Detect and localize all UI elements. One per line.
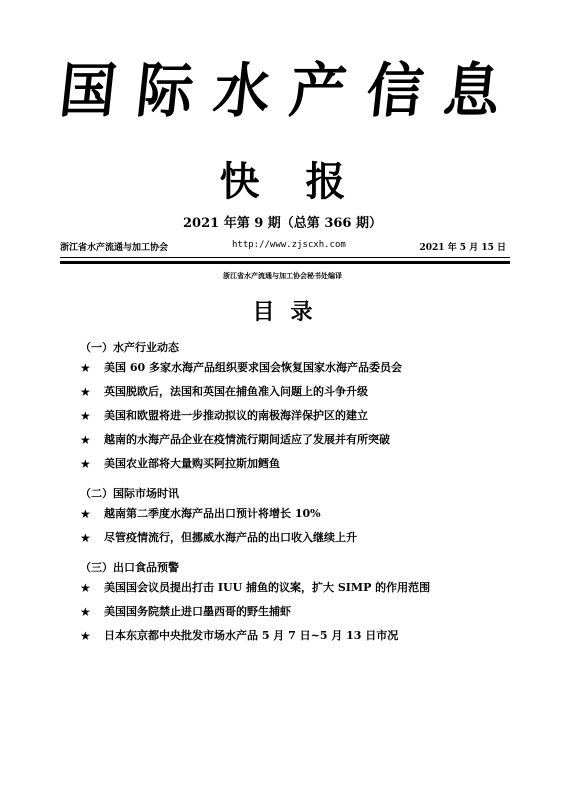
masthead-char: 产 <box>286 56 351 126</box>
toc-title: 目录 <box>252 299 329 325</box>
toc-item <box>80 404 520 428</box>
star-icon: ★ <box>80 409 91 423</box>
toc-item <box>80 452 520 476</box>
toc-item-text: 美国和欧盟将进一步推动拟议的南极海洋保护区的建立 <box>104 409 368 422</box>
star-icon: ★ <box>80 361 91 375</box>
toc-item-text: 美国国务院禁止进口墨西哥的野生捕虾 <box>104 605 291 618</box>
section-spacer <box>80 476 520 486</box>
toc-item <box>80 356 520 380</box>
toc-item <box>80 526 520 550</box>
toc-item-text: 美国 60 多家水海产品组织要求国会恢复国家水海产品委员会 <box>104 361 402 374</box>
divider-thin <box>60 257 510 258</box>
toc-section-heading: （二）国际市场时讯 <box>80 487 179 500</box>
masthead-char: 际 <box>133 56 197 126</box>
divider-thick <box>60 261 510 264</box>
issue-number: 2021 年第 9 期（总第 366 期） <box>183 216 382 231</box>
toc-item-text: 尽管疫情流行，但挪威水海产品的出口收入继续上升 <box>104 531 357 544</box>
toc-item-text: 美国农业部将大量购买阿拉斯加鳕鱼 <box>104 457 280 470</box>
table-of-contents <box>80 340 520 648</box>
website-url: http://www.zjscxh.com <box>232 240 346 250</box>
toc-item <box>80 600 520 624</box>
toc-item-text: 日本东京都中央批发市场水产品 5 月 7 日~5 月 13 日市况 <box>104 629 399 642</box>
toc-item <box>80 428 520 452</box>
toc-item <box>80 502 520 526</box>
toc-section-heading: （三）出口食品预警 <box>80 561 179 574</box>
toc-item-text: 越南的水海产品企业在疫情流行期间适应了发展并有所突破 <box>104 433 390 446</box>
info-row <box>60 240 506 254</box>
subtitle: 快报 <box>219 159 392 205</box>
star-icon: ★ <box>80 605 91 619</box>
masthead-char: 信 <box>363 56 427 126</box>
toc-item <box>80 576 520 600</box>
star-icon: ★ <box>80 457 91 471</box>
masthead-char: 息 <box>440 56 504 126</box>
masthead-char: 国 <box>56 56 120 126</box>
star-icon: ★ <box>80 531 91 545</box>
toc-item <box>80 624 520 648</box>
organization-name: 浙江省水产流通与加工协会 <box>60 243 169 253</box>
toc-item-text: 越南第二季度水海产品出口预计将增长 10% <box>104 507 321 520</box>
star-icon: ★ <box>80 507 91 521</box>
editor-credit: 浙江省水产流通与加工协会秘书处编译 <box>223 271 342 280</box>
toc-section-heading: （一）水产行业动态 <box>80 341 179 354</box>
star-icon: ★ <box>80 433 91 447</box>
star-icon: ★ <box>80 385 91 399</box>
section-spacer <box>80 550 520 560</box>
publish-date: 2021 年 5 月 15 日 <box>419 243 506 253</box>
masthead-title <box>56 52 504 130</box>
toc-item-text: 英国脱欧后，法国和英国在捕鱼准入问题上的斗争升级 <box>104 385 368 398</box>
toc-item <box>80 380 520 404</box>
star-icon: ★ <box>80 581 91 595</box>
star-icon: ★ <box>80 629 91 643</box>
masthead-char: 水 <box>209 56 274 126</box>
toc-item-text: 美国国会议员提出打击 IUU 捕鱼的议案，扩大 SIMP 的作用范围 <box>104 581 431 594</box>
